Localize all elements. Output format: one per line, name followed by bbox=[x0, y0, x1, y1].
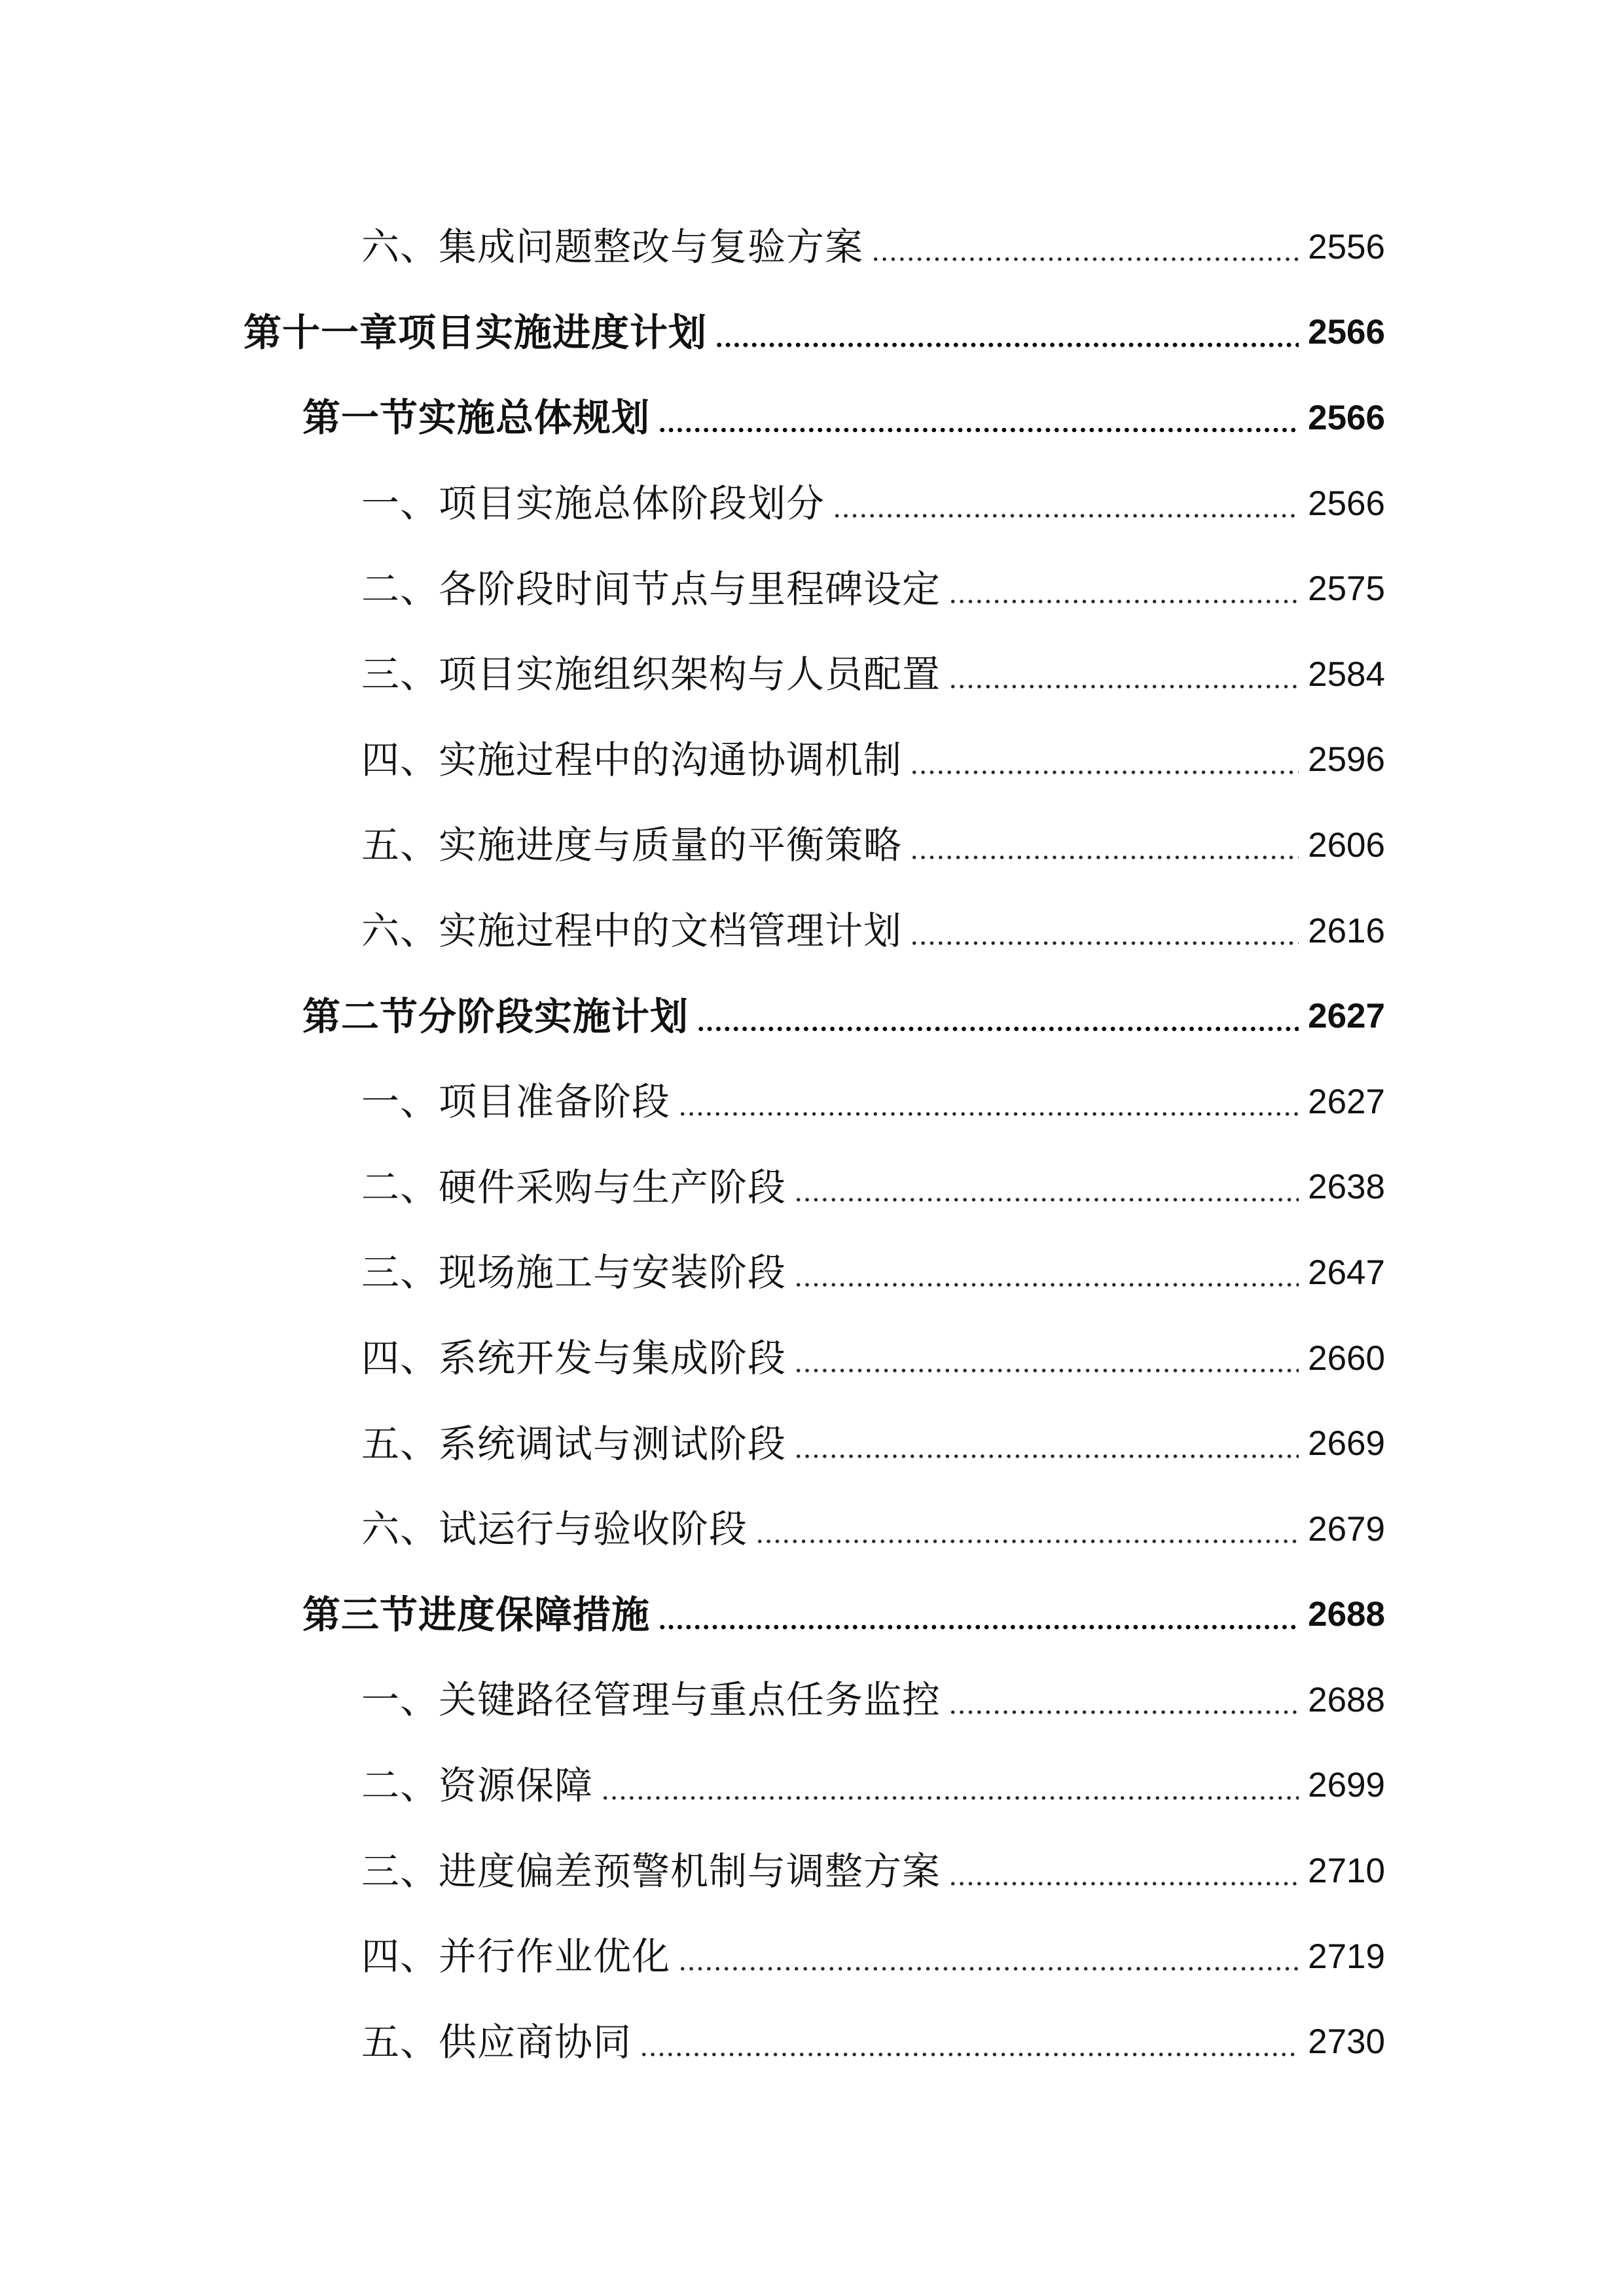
toc-entry-title: 第三节进度保障措施 bbox=[302, 1592, 651, 1637]
toc-entry-title: 第十一章项目实施进度计划 bbox=[244, 310, 708, 355]
toc-dot-leader bbox=[678, 1083, 1299, 1121]
toc-dot-leader bbox=[910, 826, 1299, 864]
toc-dot-leader bbox=[640, 2023, 1299, 2061]
toc-page-number: 2699 bbox=[1308, 1766, 1385, 1805]
toc-entry-title: 二、资源保障 bbox=[361, 1763, 594, 1808]
toc-page-number: 2616 bbox=[1308, 911, 1385, 950]
toc-page-number: 2566 bbox=[1308, 313, 1385, 352]
toc-page-number: 2566 bbox=[1308, 484, 1385, 523]
toc-page-number: 2627 bbox=[1308, 1082, 1385, 1121]
toc-dot-leader bbox=[910, 741, 1299, 779]
toc-subsection-entry[interactable] bbox=[0, 546, 1624, 632]
toc-subsection-entry[interactable] bbox=[0, 1145, 1624, 1230]
toc-page-number: 2647 bbox=[1308, 1253, 1385, 1292]
toc-entry-title: 四、实施过程中的沟通协调机制 bbox=[361, 737, 903, 782]
toc-page-number: 2627 bbox=[1308, 997, 1385, 1036]
toc-entry-title: 二、各阶段时间节点与里程碑设定 bbox=[361, 566, 941, 611]
toc-dot-leader bbox=[794, 1168, 1299, 1206]
toc-entry-title: 二、硬件采购与生产阶段 bbox=[361, 1164, 787, 1210]
toc-chapter-entry[interactable] bbox=[0, 290, 1624, 376]
toc-dot-leader bbox=[658, 1596, 1299, 1634]
toc-entry-title: 六、试运行与验收阶段 bbox=[361, 1507, 748, 1552]
toc-dot-leader bbox=[948, 655, 1299, 693]
toc-page-number: 2688 bbox=[1308, 1680, 1385, 1719]
toc-page-number: 2556 bbox=[1308, 227, 1385, 266]
toc-dot-leader bbox=[794, 1253, 1299, 1291]
toc-page-number: 2719 bbox=[1308, 1937, 1385, 1976]
toc-entry-title: 三、现场施工与安装阶段 bbox=[361, 1250, 787, 1295]
toc-subsection-entry[interactable] bbox=[0, 1914, 1624, 2000]
toc-section-entry[interactable] bbox=[0, 375, 1624, 461]
toc-page-number: 2566 bbox=[1308, 398, 1385, 437]
toc-subsection-entry[interactable] bbox=[0, 632, 1624, 717]
toc-entry-title: 四、系统开发与集成阶段 bbox=[361, 1336, 787, 1381]
toc-dot-leader bbox=[948, 570, 1299, 608]
toc-entry-title: 一、项目准备阶段 bbox=[361, 1079, 671, 1124]
toc-dot-leader bbox=[794, 1339, 1299, 1377]
toc-page-number: 2710 bbox=[1308, 1852, 1385, 1891]
toc-dot-leader bbox=[948, 1852, 1299, 1890]
toc-dot-leader bbox=[948, 1681, 1299, 1719]
toc-dot-leader bbox=[871, 228, 1299, 266]
toc-entry-title: 第二节分阶段实施计划 bbox=[302, 994, 689, 1039]
toc-subsection-entry[interactable] bbox=[0, 1059, 1624, 1145]
toc-subsection-entry[interactable] bbox=[0, 888, 1624, 974]
toc-entry-title: 一、项目实施总体阶段划分 bbox=[361, 481, 825, 526]
toc-page-number: 2669 bbox=[1308, 1424, 1385, 1463]
toc-section-entry[interactable] bbox=[0, 973, 1624, 1059]
toc-dot-leader bbox=[910, 912, 1299, 950]
toc-entry-title: 五、实施进度与质量的平衡策略 bbox=[361, 823, 903, 868]
toc-entry-title: 五、供应商协同 bbox=[361, 2019, 632, 2064]
toc-dot-leader bbox=[658, 399, 1299, 437]
toc-dot-leader bbox=[678, 1937, 1299, 1975]
toc-subsection-entry[interactable] bbox=[0, 1828, 1624, 1914]
toc-subsection-entry[interactable] bbox=[0, 1743, 1624, 1829]
toc-page-number: 2584 bbox=[1308, 655, 1385, 694]
toc-dot-leader bbox=[601, 1767, 1299, 1804]
toc-dot-leader bbox=[696, 997, 1299, 1035]
table-of-contents bbox=[0, 204, 1624, 2085]
toc-entry-title: 第一节实施总体规划 bbox=[302, 395, 651, 440]
toc-page-number: 2688 bbox=[1308, 1595, 1385, 1634]
toc-entry-title: 六、实施过程中的文档管理计划 bbox=[361, 908, 903, 954]
toc-page-number: 2730 bbox=[1308, 2022, 1385, 2062]
toc-subsection-entry[interactable] bbox=[0, 204, 1624, 290]
toc-dot-leader bbox=[833, 484, 1299, 522]
toc-subsection-entry[interactable] bbox=[0, 1999, 1624, 2085]
toc-entry-title: 四、并行作业优化 bbox=[361, 1934, 671, 1979]
toc-page-number: 2660 bbox=[1308, 1338, 1385, 1378]
toc-subsection-entry[interactable] bbox=[0, 1230, 1624, 1316]
toc-page-number: 2575 bbox=[1308, 569, 1385, 609]
toc-subsection-entry[interactable] bbox=[0, 1401, 1624, 1486]
toc-page-number: 2679 bbox=[1308, 1509, 1385, 1549]
toc-page-number: 2596 bbox=[1308, 740, 1385, 780]
toc-page-number: 2638 bbox=[1308, 1168, 1385, 1207]
toc-subsection-entry[interactable] bbox=[0, 461, 1624, 547]
toc-dot-leader bbox=[715, 314, 1299, 351]
toc-subsection-entry[interactable] bbox=[0, 1316, 1624, 1401]
toc-entry-title: 五、系统调试与测试阶段 bbox=[361, 1421, 787, 1466]
toc-subsection-entry[interactable] bbox=[0, 802, 1624, 888]
toc-section-entry[interactable] bbox=[0, 1572, 1624, 1658]
toc-entry-title: 三、项目实施组织架构与人员配置 bbox=[361, 652, 941, 697]
toc-subsection-entry[interactable] bbox=[0, 1486, 1624, 1572]
toc-subsection-entry[interactable] bbox=[0, 1657, 1624, 1743]
toc-entry-title: 三、进度偏差预警机制与调整方案 bbox=[361, 1848, 941, 1893]
toc-subsection-entry[interactable] bbox=[0, 717, 1624, 803]
toc-entry-title: 一、关键路径管理与重点任务监控 bbox=[361, 1677, 941, 1723]
toc-dot-leader bbox=[755, 1510, 1299, 1548]
toc-dot-leader bbox=[794, 1425, 1299, 1463]
toc-page-number: 2606 bbox=[1308, 825, 1385, 865]
toc-entry-title: 六、集成问题整改与复验方案 bbox=[361, 224, 864, 270]
